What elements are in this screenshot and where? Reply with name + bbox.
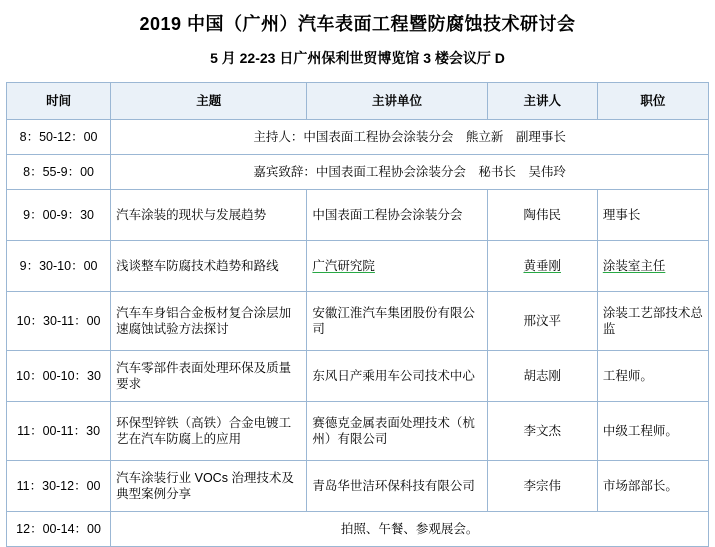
cell-time: 11：00-11：30 — [7, 402, 111, 461]
cell-time: 11：30-12：00 — [7, 461, 111, 512]
cell-topic: 浅谈整车防腐技术趋势和路线 — [111, 241, 307, 292]
cell-time: 10：00-10：30 — [7, 351, 111, 402]
column-header-position: 职位 — [597, 83, 708, 120]
cell-org: 安徽江淮汽车集团股份有限公司 — [307, 292, 487, 351]
column-header-topic: 主题 — [111, 83, 307, 120]
cell-topic: 环保型锌铁（高铁）合金电镀工艺在汽车防腐上的应用 — [111, 402, 307, 461]
agenda-table — [6, 82, 709, 547]
cell-time: 8：50-12：00 — [7, 120, 111, 155]
table-row — [7, 461, 709, 512]
cell-position: 中级工程师。 — [597, 402, 708, 461]
column-header-org: 主讲单位 — [307, 83, 487, 120]
cell-time: 8：55-9：00 — [7, 155, 111, 190]
cell-time: 12：00-14：00 — [7, 512, 111, 547]
cell-speaker: 邢汶平 — [487, 292, 597, 351]
cell-speaker — [487, 241, 597, 292]
cell-position: 工程师。 — [597, 351, 708, 402]
cell-org — [307, 241, 487, 292]
cell-position: 理事长 — [597, 190, 708, 241]
table-row — [7, 190, 709, 241]
cell-topic: 汽车涂装行业 VOCs 治理技术及典型案例分享 — [111, 461, 307, 512]
cell-org: 赛德克金属表面处理技术（杭州）有限公司 — [307, 402, 487, 461]
table-header-row — [7, 83, 709, 120]
cell-position: 涂装工艺部技术总监 — [597, 292, 708, 351]
table-row — [7, 351, 709, 402]
table-row — [7, 402, 709, 461]
cell-speaker: 陶伟民 — [487, 190, 597, 241]
cell-position — [597, 241, 708, 292]
cell-time: 9：30-10：00 — [7, 241, 111, 292]
cell-speaker: 李文杰 — [487, 402, 597, 461]
cell-topic: 汽车涂装的现状与发展趋势 — [111, 190, 307, 241]
table-row — [7, 241, 709, 292]
table-row — [7, 155, 709, 190]
cell-fullwidth-note: 嘉宾致辞：中国表面工程协会涂装分会 秘书长 吴伟玲 — [111, 155, 709, 190]
document-page — [0, 14, 715, 536]
cell-position-text: 涂装室主任 — [602, 258, 666, 273]
column-header-speaker: 主讲人 — [487, 83, 597, 120]
cell-speaker: 胡志刚 — [487, 351, 597, 402]
cell-speaker-text: 黄垂刚 — [523, 258, 561, 273]
cell-time: 9：00-9：30 — [7, 190, 111, 241]
cell-org-text: 广汽研究院 — [312, 258, 375, 273]
cell-speaker: 李宗伟 — [487, 461, 597, 512]
page-subtitle: 5 月 22-23 日广州保利世贸博览馆 3 楼会议厅 D — [210, 49, 505, 66]
table-row — [7, 512, 709, 547]
cell-position: 市场部部长。 — [597, 461, 708, 512]
page-title: 2019 中国（广州）汽车表面工程暨防腐蚀技术研讨会 — [139, 14, 576, 34]
cell-fullwidth-note: 主持人：中国表面工程协会涂装分会 熊立新 副理事长 — [111, 120, 709, 155]
table-row — [7, 120, 709, 155]
table-row — [7, 292, 709, 351]
cell-org: 东风日产乘用车公司技术中心 — [307, 351, 487, 402]
cell-org: 青岛华世洁环保科技有限公司 — [307, 461, 487, 512]
cell-org: 中国表面工程协会涂装分会 — [307, 190, 487, 241]
column-header-time: 时间 — [7, 83, 111, 120]
cell-fullwidth-note: 拍照、午餐、参观展会。 — [111, 512, 709, 547]
cell-topic: 汽车车身铝合金板材复合涂层加速腐蚀试验方法探讨 — [111, 292, 307, 351]
cell-time: 10：30-11：00 — [7, 292, 111, 351]
cell-topic: 汽车零部件表面处理环保及质量要求 — [111, 351, 307, 402]
